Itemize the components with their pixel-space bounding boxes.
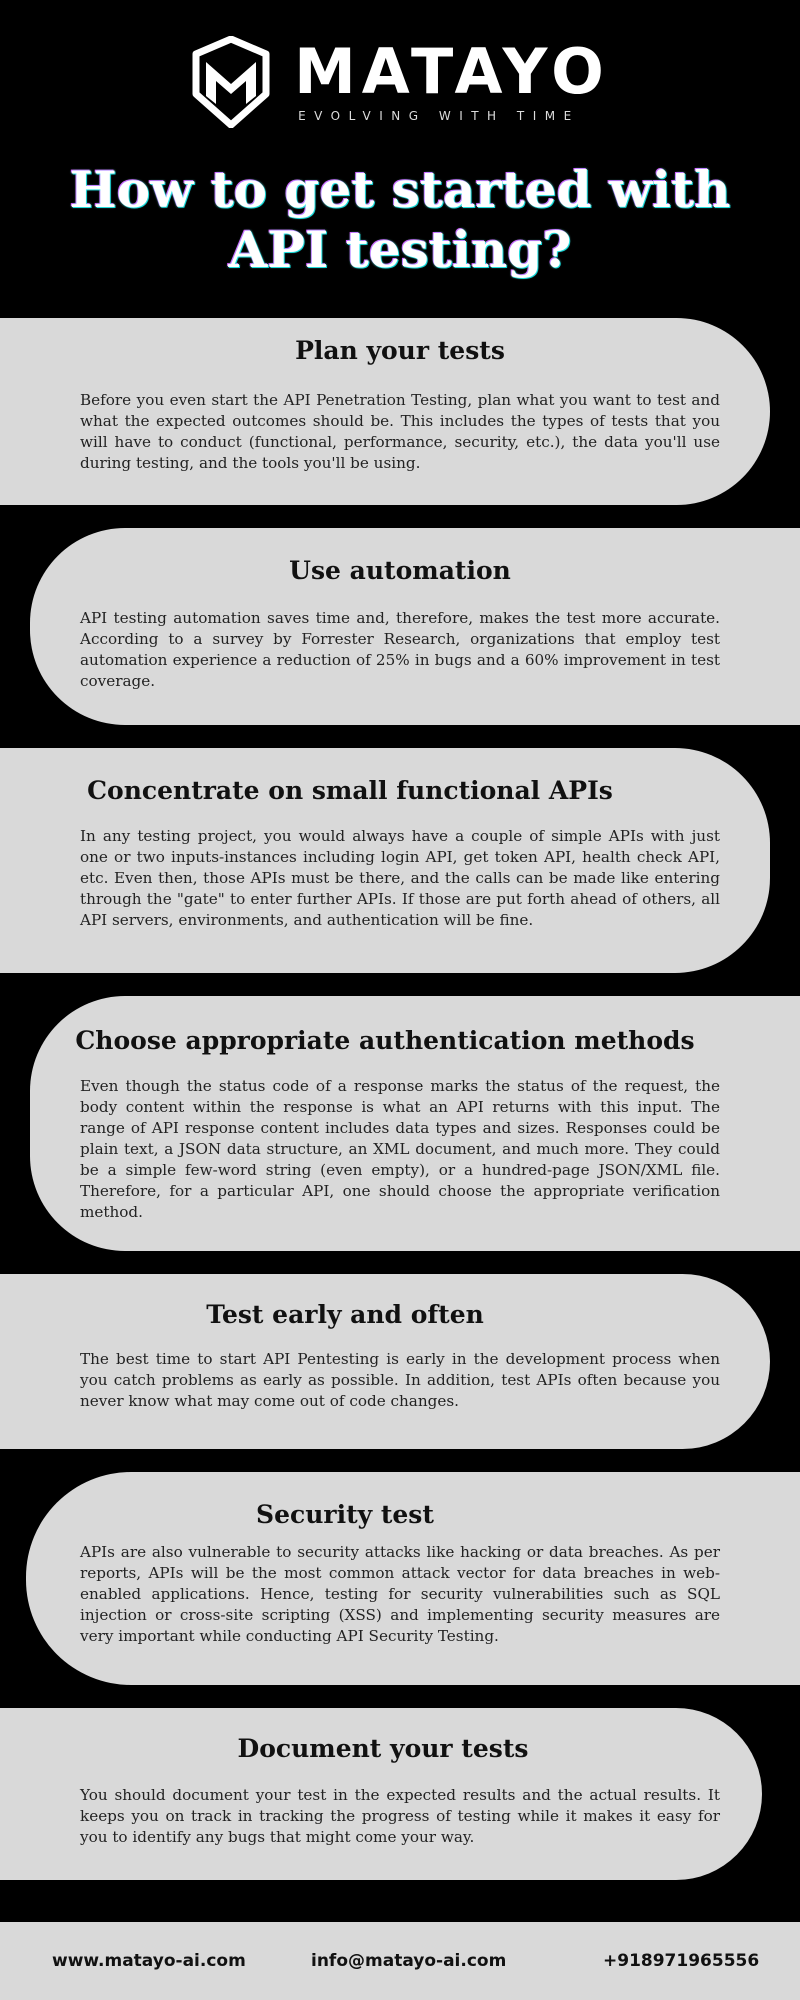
contact-footer [0, 1922, 800, 2000]
section-body: The best time to start API Pentesting is early in the development process when you catch problems as early as possible. In addition, test APIs often because you never know what may come out of code changes. [80, 1350, 720, 1410]
section-heading: Test early and often [206, 1300, 484, 1329]
section-test-early [0, 1274, 770, 1449]
phone-number[interactable]: +918971965556 [603, 1951, 760, 1971]
section-body: Before you even start the API Penetration Testing, plan what you want to test and what the expected outcomes should be. This includes the types of tests that you will have to conduct (functional, performance, security, etc.), the data you'll use during testing, and the tools you'll be using. [80, 391, 720, 472]
section-body: You should document your test in the expected results and the actual results. It keeps you on track in tracking the progress of testing while it makes it easy for you to identify any bugs that might come your way. [80, 1786, 720, 1846]
section-body: In any testing project, you would always have a couple of simple APIs with just one or two inputs-instances including login API, get token API, health check API, etc. Even then, those APIs must be there, and the calls can be made like entering through the "gate" to enter further APIs. If those are put forth ahead of others, all API servers, environments, and authentication will be fine. [80, 827, 720, 929]
brand-name: MATAYO [294, 35, 610, 108]
website-link[interactable]: www.matayo-ai.com [52, 1951, 246, 1971]
section-heading: Document your tests [237, 1734, 529, 1763]
section-heading: Security test [256, 1500, 434, 1529]
section-authentication-methods [30, 996, 800, 1251]
section-heading: Use automation [289, 556, 511, 585]
email-link[interactable]: info@matayo-ai.com [311, 1951, 507, 1971]
section-body: API testing automation saves time and, therefore, makes the test more accurate. According to a survey by Forrester Research, organizations that employ test automation experience a reduction of 25% in bugs and a 60% improvement in test coverage. [80, 609, 720, 690]
page-title-line2: API testing? [228, 220, 572, 279]
section-document-tests [0, 1708, 762, 1880]
section-heading: Plan your tests [295, 336, 505, 365]
section-security-test [26, 1472, 800, 1685]
section-heading: Choose appropriate authentication methods [75, 1026, 695, 1055]
section-plan-tests [0, 318, 770, 505]
section-body: Even though the status code of a response marks the status of the request, the body content within the response is what an API returns with this input. The range of API response content includes data types and sizes. Responses could be plain text, a JSON data structure, an XML document, and much more. They could be a simple few-word string (even empty), or a hundred-page JSON/XML file. Therefore, for a particular API, one should choose the appropriate verification method. [80, 1077, 720, 1221]
section-small-functional-apis [0, 748, 770, 973]
brand-tagline: EVOLVING WITH TIME [298, 109, 580, 123]
section-heading: Concentrate on small functional APIs [87, 776, 613, 805]
brand-logo [0, 34, 800, 130]
page-title [0, 160, 800, 280]
matayo-logo-icon [190, 36, 272, 128]
section-use-automation [30, 528, 800, 725]
page-title-line1: How to get started with [69, 160, 731, 219]
section-body: APIs are also vulnerable to security attacks like hacking or data breaches. As per reports, APIs will be the most common attack vector for data breaches in web-enabled applications. Hence, testing for security vulnerabilities such as SQL injection or cross-site scripting (XSS) and implementing security measures are very important while conducting API Security Testing. [80, 1543, 720, 1645]
